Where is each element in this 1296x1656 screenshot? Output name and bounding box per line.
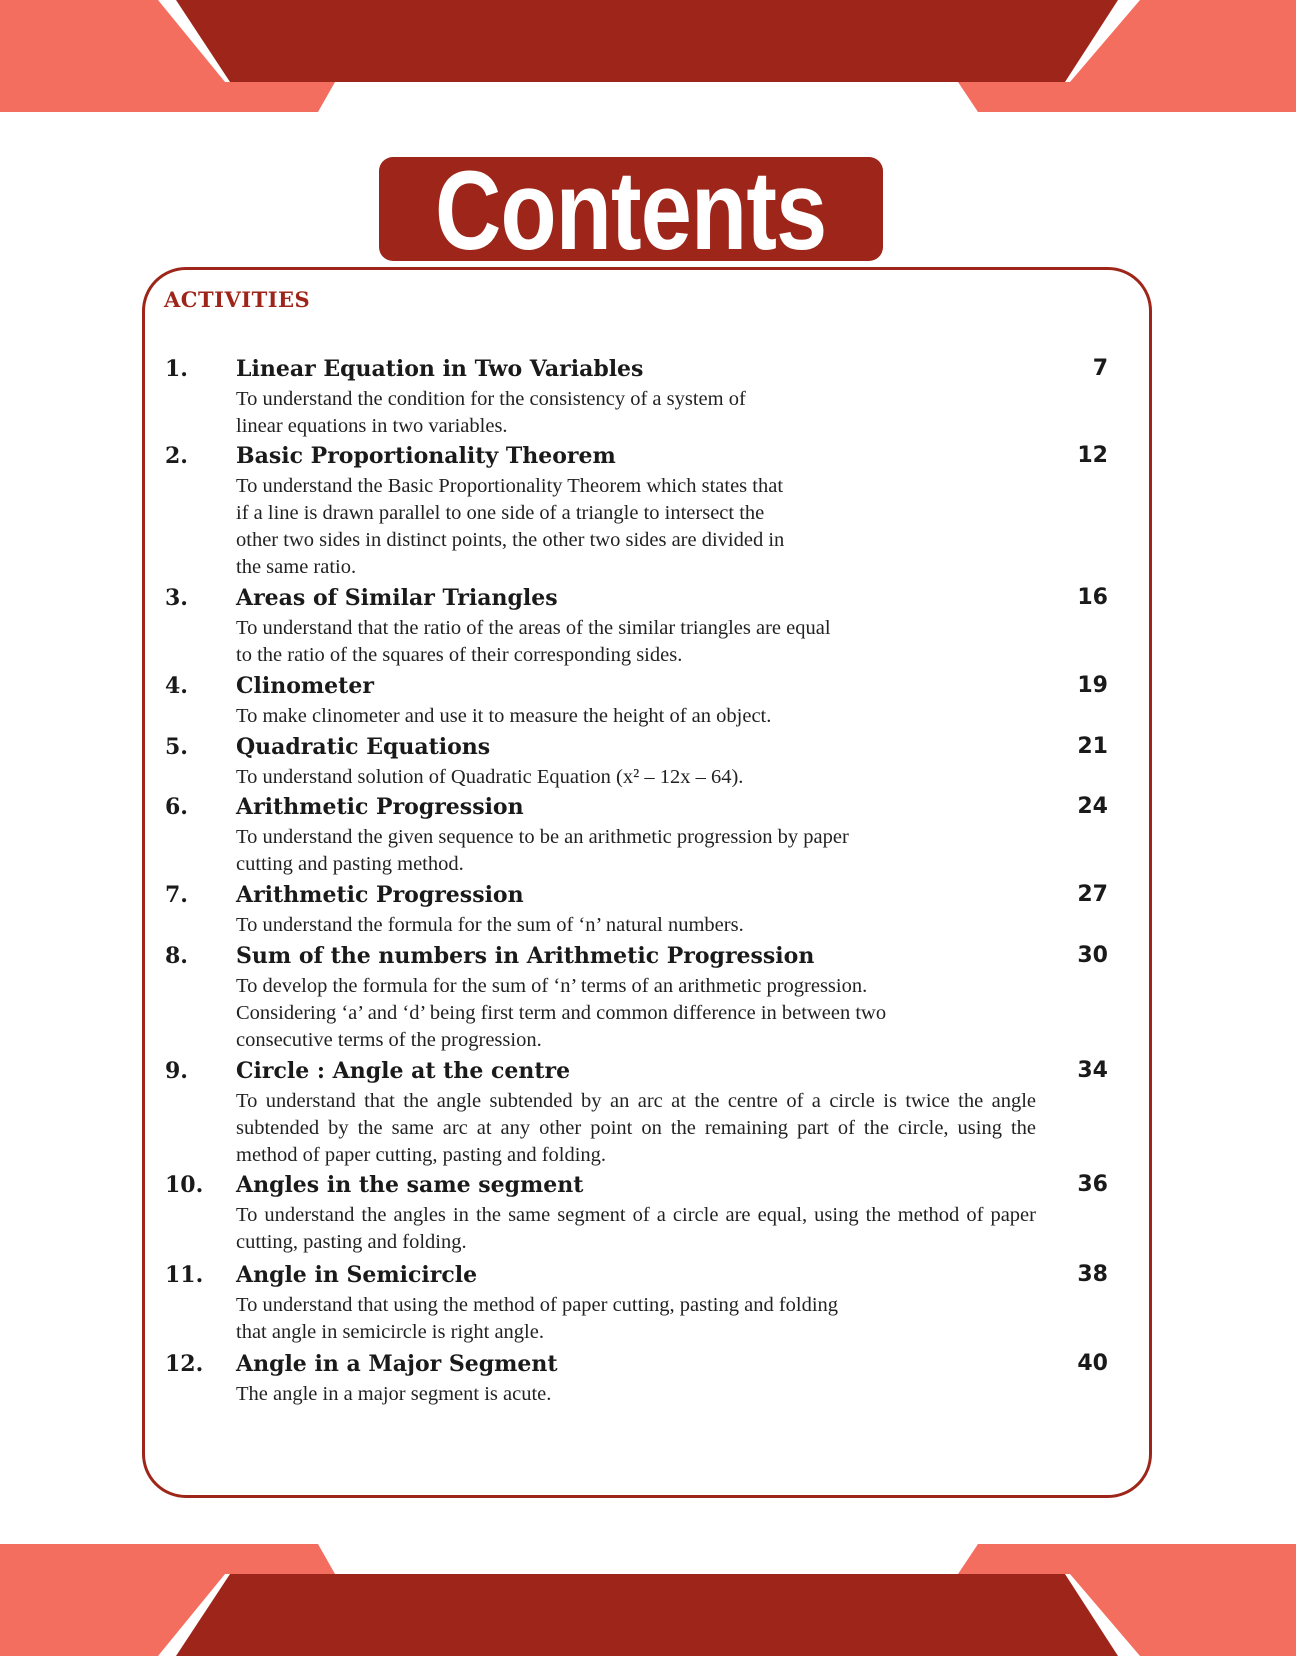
section-heading: ACTIVITIES: [164, 287, 311, 312]
entry-number: 9.: [165, 1058, 188, 1084]
entry-title: Angles in the same segment: [236, 1172, 584, 1198]
entry-page: 12: [1077, 443, 1108, 468]
entry-description: To make clinometer and use it to measure the height of an object.: [236, 705, 772, 727]
entry-title: Angle in a Major Segment: [236, 1351, 558, 1377]
entry-number: 7.: [165, 882, 188, 908]
entry-number: 10.: [165, 1172, 204, 1198]
entry-title: Linear Equation in Two Variables: [236, 356, 644, 382]
entry-title: Sum of the numbers in Arithmetic Progression: [236, 943, 815, 969]
entry-number: 4.: [165, 673, 188, 699]
entry-page: 36: [1077, 1172, 1108, 1197]
entry-title: Areas of Similar Triangles: [236, 585, 558, 611]
entry-description: To understand the formula for the sum of ‘n’ natural numbers.: [236, 914, 744, 936]
entry-number: 3.: [165, 585, 188, 611]
top-dark-band: [176, 0, 1118, 82]
entry-page: 7: [1092, 356, 1108, 381]
entry-number: 2.: [165, 443, 188, 469]
entry-number: 8.: [165, 943, 188, 969]
entry-page: 34: [1077, 1058, 1108, 1083]
entry-number: 11.: [165, 1262, 204, 1288]
entry-page: 24: [1077, 794, 1108, 819]
entry-title: Clinometer: [236, 673, 374, 699]
entry-title: Circle : Angle at the centre: [236, 1058, 571, 1084]
entry-number: 12.: [165, 1351, 204, 1377]
entry-description: To understand the given sequence to be an arithmetic progression by paper cutting and pasting method.: [236, 826, 849, 875]
entry-title: Basic Proportionality Theorem: [236, 443, 616, 469]
entry-page: 21: [1077, 734, 1108, 759]
entry-description: To understand that the angle subtended by an arc at the centre of a circle is twice the angle subtended by the same arc at any other point on the remaining part of the circle, using the method of paper cutting, pasting and folding.: [236, 1090, 1036, 1166]
bottom-dark-band: [176, 1574, 1118, 1656]
entry-title: Quadratic Equations: [236, 734, 491, 760]
entry-page: 16: [1077, 585, 1108, 610]
entry-description: To understand the condition for the consistency of a system of linear equations in two variables.: [236, 388, 746, 437]
entry-page: 40: [1077, 1351, 1108, 1376]
entry-page: 27: [1077, 882, 1108, 907]
entry-description: To understand that the ratio of the areas of the similar triangles are equal to the ratio of the squares of their corresponding sides.: [236, 617, 831, 666]
entry-number: 6.: [165, 794, 188, 820]
entry-description: The angle in a major segment is acute.: [236, 1383, 552, 1405]
entry-number: 5.: [165, 734, 188, 760]
entry-page: 19: [1077, 673, 1108, 698]
entry-description: To understand the angles in the same segment of a circle are equal, using the method of paper cutting, pasting and folding.: [236, 1204, 1036, 1253]
entry-title: Angle in Semicircle: [236, 1262, 478, 1288]
entry-description: To understand the Basic Proportionality Theorem which states that if a line is drawn parallel to one side of a triangle to intersect the other two sides in distinct points, the other two sides are divided in the same ratio.: [236, 475, 785, 578]
entry-description: To develop the formula for the sum of ‘n’ terms of an arithmetic progression. Considering ‘a’ and ‘d’ being first term and common difference in between two consecutive terms of the progression.: [236, 975, 887, 1051]
entry-title: Arithmetic Progression: [236, 794, 524, 820]
entry-title: Arithmetic Progression: [236, 882, 524, 908]
title-banner: [379, 148, 883, 273]
entry-page: 30: [1077, 943, 1108, 968]
entry-page: 38: [1077, 1262, 1108, 1287]
entry-number: 1.: [165, 356, 188, 382]
page-title: Contents: [435, 148, 827, 273]
entry-description: To understand that using the method of paper cutting, pasting and folding that angle in semicircle is right angle.: [236, 1294, 839, 1343]
entry-description: To understand solution of Quadratic Equation (x² – 12x – 64).: [236, 766, 744, 788]
